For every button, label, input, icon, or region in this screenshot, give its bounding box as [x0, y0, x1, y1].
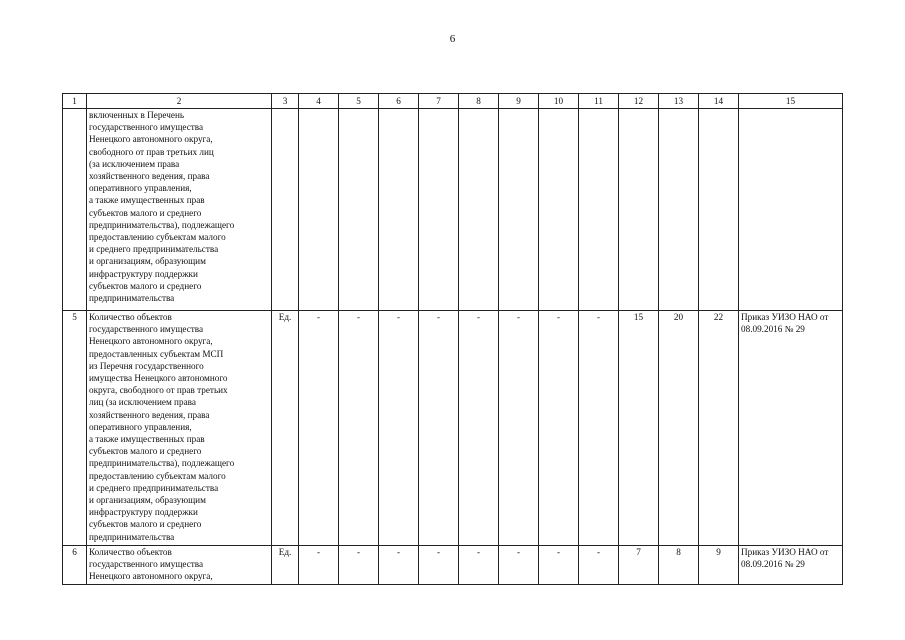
value-cell	[499, 109, 539, 311]
value-cell: -	[579, 546, 619, 585]
value-cell: -	[419, 311, 459, 546]
indicator-name-line: имущества Ненецкого автономного	[89, 373, 228, 384]
indicator-name	[87, 109, 272, 311]
header-row	[63, 94, 843, 109]
value-cell	[699, 109, 739, 311]
indicator-name-line: субъектов малого и среднего	[89, 207, 202, 218]
table-row	[63, 109, 843, 311]
indicator-name-line: оперативного управления,	[89, 183, 192, 194]
value-cell: -	[379, 311, 419, 546]
value-cell	[459, 109, 499, 311]
value-cell: -	[539, 546, 579, 585]
document-cell	[739, 109, 843, 311]
value-cell: -	[299, 546, 339, 585]
indicator-name-line: субъектов малого и среднего	[89, 280, 202, 291]
column-header: 2	[87, 94, 272, 109]
indicator-name-line: и организациям, образующим	[89, 256, 206, 267]
value-cell	[579, 109, 619, 311]
value-cell: -	[499, 546, 539, 585]
column-header: 10	[539, 94, 579, 109]
indicator-name-line: предоставлению субъектам малого	[89, 232, 226, 243]
indicator-name-line: оперативного управления,	[89, 421, 192, 432]
indicator-name-line: предпринимательства), подлежащего	[89, 458, 235, 469]
value-cell: 8	[659, 546, 699, 585]
row-number: 6	[63, 546, 87, 585]
indicators-table	[62, 93, 843, 585]
value-cell	[619, 109, 659, 311]
indicator-name-line: включенных в Перечень	[89, 110, 185, 120]
value-cell	[339, 109, 379, 311]
value-cell	[419, 109, 459, 311]
indicator-name-line: хозяйственного ведения, права	[89, 409, 210, 420]
indicator-name-line: свободного от прав третьих лиц	[89, 146, 214, 157]
indicator-name-line: субъектов малого и среднего	[89, 519, 202, 530]
row-number	[63, 109, 87, 311]
indicator-name-line: инфраструктуру поддержки	[89, 507, 198, 518]
indicator-name-line: предоставленных субъектам МСП	[89, 348, 224, 359]
unit-cell: Ед.	[272, 546, 299, 585]
value-cell: -	[379, 546, 419, 585]
indicator-name	[87, 546, 272, 585]
indicator-name-line: предоставлению субъектам малого	[89, 470, 226, 481]
indicator-name-line: (за исключением права	[89, 158, 180, 169]
value-cell: -	[539, 311, 579, 546]
column-header: 4	[299, 94, 339, 109]
value-cell: 15	[619, 311, 659, 546]
indicator-name-line: государственного имущества	[89, 122, 204, 133]
indicator-name-line: предпринимательства), подлежащего	[89, 219, 235, 230]
column-header: 6	[379, 94, 419, 109]
indicator-name-line: государственного имущества	[89, 559, 204, 570]
value-cell: -	[339, 546, 379, 585]
indicator-name-line: и среднего предпринимательства	[89, 482, 219, 493]
column-header: 7	[419, 94, 459, 109]
row-number: 5	[63, 311, 87, 546]
value-cell: 22	[699, 311, 739, 546]
indicator-name-line: а также имущественных прав	[89, 434, 205, 445]
indicator-name-line: лиц (за исключением права	[89, 397, 196, 408]
unit-cell: Ед.	[272, 311, 299, 546]
value-cell	[539, 109, 579, 311]
indicator-name-line: инфраструктуру поддержки	[89, 268, 198, 279]
document-cell: Приказ УИЗО НАО от 08.09.2016 № 29	[739, 311, 843, 546]
indicator-name	[87, 311, 272, 546]
value-cell	[659, 109, 699, 311]
indicator-name-line: и среднего предпринимательства	[89, 244, 219, 255]
indicator-name-line: а также имущественных прав	[89, 195, 205, 206]
indicator-name-line: из Перечня государственного	[89, 360, 204, 371]
indicator-name-line: Количество объектов	[89, 312, 172, 322]
indicator-name-line: Количество объектов	[89, 547, 172, 557]
column-header: 8	[459, 94, 499, 109]
indicator-name-line: предпринимательства	[89, 531, 175, 542]
table-row	[63, 546, 843, 585]
column-header: 12	[619, 94, 659, 109]
value-cell: 20	[659, 311, 699, 546]
value-cell: 9	[699, 546, 739, 585]
indicator-name-line: Ненецкого автономного округа,	[89, 571, 213, 582]
column-header: 3	[272, 94, 299, 109]
value-cell	[379, 109, 419, 311]
indicator-name-line: Ненецкого автономного округа,	[89, 336, 213, 347]
document-cell: Приказ УИЗО НАО от 08.09.2016 № 29	[739, 546, 843, 585]
value-cell: -	[459, 546, 499, 585]
page-number: 6	[449, 33, 456, 45]
indicator-name-line: государственного имущества	[89, 324, 204, 335]
value-cell: -	[579, 311, 619, 546]
indicator-name-line: хозяйственного ведения, права	[89, 171, 210, 182]
table-row	[63, 311, 843, 546]
column-header: 9	[499, 94, 539, 109]
column-header: 5	[339, 94, 379, 109]
value-cell: -	[419, 546, 459, 585]
indicator-name-line: округа, свободного от прав третьих	[89, 385, 228, 396]
column-header: 1	[63, 94, 87, 109]
value-cell: -	[339, 311, 379, 546]
column-header: 14	[699, 94, 739, 109]
indicator-name-line: субъектов малого и среднего	[89, 446, 202, 457]
value-cell: -	[299, 311, 339, 546]
unit-cell	[272, 109, 299, 311]
column-header: 11	[579, 94, 619, 109]
value-cell: -	[499, 311, 539, 546]
indicator-name-line: и организациям, образующим	[89, 495, 206, 506]
column-header: 15	[739, 94, 843, 109]
column-header: 13	[659, 94, 699, 109]
value-cell: 7	[619, 546, 659, 585]
indicator-name-line: предпринимательства	[89, 293, 175, 304]
value-cell	[299, 109, 339, 311]
value-cell: -	[459, 311, 499, 546]
indicator-name-line: Ненецкого автономного округа,	[89, 134, 213, 145]
